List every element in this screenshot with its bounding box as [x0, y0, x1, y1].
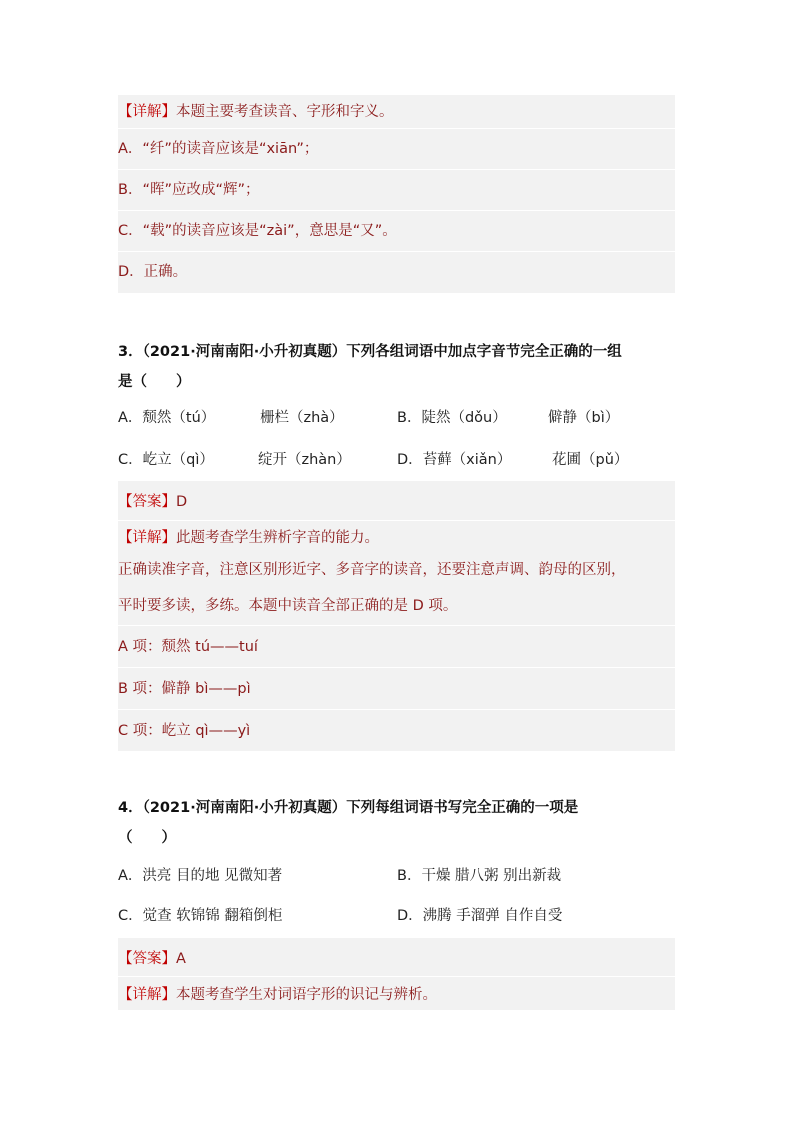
q2-detail-c: C．“载”的读音应该是“zài”，意思是“又”。 — [118, 223, 397, 239]
divider — [118, 251, 675, 252]
q4-answer-line — [118, 949, 186, 969]
q3-explain-line2: 平时要多读，多练。本题中读音全部正确的是 D 项。 — [118, 598, 458, 614]
divider — [118, 976, 675, 977]
answer-label: 【答案】 — [118, 494, 176, 510]
answer-value: D — [176, 494, 188, 510]
q3-fix-a: A 项：颓然 tú——tuí — [118, 639, 258, 655]
q4-option-d: D．沸腾 手溜弹 自作自受 — [397, 908, 563, 924]
q3-detail-line — [118, 528, 379, 548]
answer-label: 【答案】 — [118, 951, 176, 967]
q4-option-c: C．觉查 软锦锦 翻箱倒柜 — [118, 908, 283, 924]
q3-answer-box — [118, 481, 675, 751]
divider — [118, 169, 675, 170]
detail-label: 【详解】 — [118, 530, 176, 546]
detail-label: 【详解】 — [118, 987, 176, 1003]
detail-text: 此题考查学生辨析字音的能力。 — [176, 530, 379, 546]
q3-option-d2: 花圃（pǔ） — [552, 452, 629, 468]
answer-value: A — [176, 951, 186, 967]
q3-explain-line1: 正确读准字音，注意区别形近字、多音字的读音，还要注意声调、韵母的区别， — [118, 562, 626, 578]
divider — [118, 128, 675, 129]
detail-text: 本题主要考查读音、字形和字义。 — [176, 104, 394, 120]
q2-detail-b: B．“晖”应改成“辉”； — [118, 182, 260, 198]
q3-fix-c: C 项：屹立 qì——yì — [118, 723, 251, 739]
q3-question-line2: 是（ ） — [118, 374, 191, 390]
q3-answer-line — [118, 492, 187, 512]
q4-question-line2: （ ） — [118, 830, 176, 846]
q4-detail-line — [118, 985, 437, 1005]
detail-label: 【详解】 — [118, 104, 176, 120]
divider — [118, 520, 675, 521]
q3-option-c1: C．屹立（qì） — [118, 452, 214, 468]
q3-option-d1: D．苔藓（xiǎn） — [397, 452, 512, 468]
q4-option-a: A．洪亮 目的地 见微知著 — [118, 868, 283, 884]
q3-option-b2: 僻静（bì） — [548, 410, 620, 426]
q2-detail-line — [118, 102, 394, 122]
q3-option-a1: A．颓然（tú） — [118, 410, 216, 426]
q4-question-line1: 4．（2021·河南南阳·小升初真题）下列每组词语书写完全正确的一项是 — [118, 800, 579, 816]
divider — [118, 625, 675, 626]
divider — [118, 210, 675, 211]
divider — [118, 709, 675, 710]
q3-question-line1: 3．（2021·河南南阳·小升初真题）下列各组词语中加点字音节完全正确的一组 — [118, 344, 622, 360]
q2-detail-a: A．“纤”的读音应该是“xiān”； — [118, 141, 319, 157]
q3-option-c2: 绽开（zhàn） — [258, 452, 351, 468]
q3-option-a2: 栅栏（zhà） — [260, 410, 344, 426]
detail-text: 本题考查学生对词语字形的识记与辨析。 — [176, 987, 437, 1003]
q3-option-b1: B．陡然（dǒu） — [397, 410, 507, 426]
divider — [118, 667, 675, 668]
q2-detail-d: D．正确。 — [118, 264, 188, 280]
q4-option-b: B．干燥 腊八粥 别出新裁 — [397, 868, 562, 884]
q3-fix-b: B 项：僻静 bì——pì — [118, 681, 251, 697]
